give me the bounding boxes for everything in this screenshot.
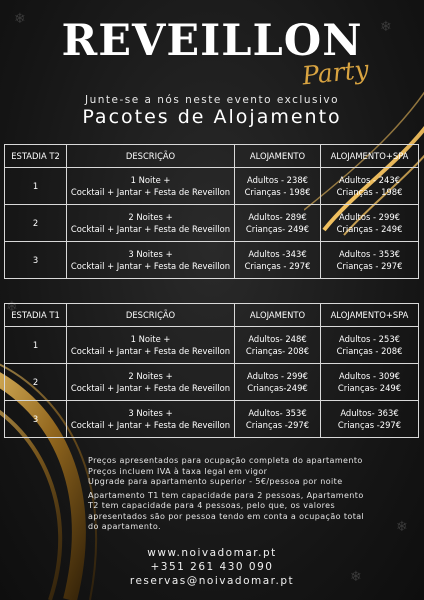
website-link[interactable]: www.noivadomar.pt xyxy=(147,547,277,559)
accommodation-price xyxy=(235,205,321,242)
spa-price xyxy=(321,242,419,279)
child-price: Crianças - 208€ xyxy=(336,346,403,356)
accommodation-price xyxy=(235,401,321,438)
child-price: Crianças- 249€ xyxy=(337,383,402,393)
snowflake-icon: ❄ xyxy=(396,519,408,535)
table-row xyxy=(5,205,419,242)
child-price: Crianças - 249€ xyxy=(336,224,403,234)
note-line: Preços apresentados para ocupação completa do apartamento xyxy=(88,456,363,465)
spa-price xyxy=(321,205,419,242)
description xyxy=(67,327,235,364)
description-line: Cocktail + Jantar + Festa de Reveillon xyxy=(70,261,231,271)
note-line: Preços incluem IVA à taxa legal em vigor xyxy=(88,466,268,476)
child-price: Crianças - 297€ xyxy=(244,261,311,271)
description-line: 3 Noites + xyxy=(128,408,173,418)
adult-price: Adultos - 299€ xyxy=(339,212,400,222)
adult-price: Adultos - 353€ xyxy=(339,249,400,259)
snowflake-icon: ❄ xyxy=(380,19,392,35)
note-line: Upgrade para apartamento superior - 5€/pessoa por noite xyxy=(88,477,343,486)
column-header: ALOJAMENTO xyxy=(235,145,321,168)
adult-price: Adultos -343€ xyxy=(248,249,307,259)
description xyxy=(67,364,235,401)
description-line: Cocktail + Jantar + Festa de Reveillon xyxy=(70,187,231,197)
accommodation-price xyxy=(235,168,321,205)
description-line: 3 Noites + xyxy=(128,249,173,259)
snowflake-icon: ❄ xyxy=(6,299,18,315)
column-header: ESTADIA T2 xyxy=(5,145,67,168)
child-price: Crianças- 208€ xyxy=(245,346,310,356)
spa-price xyxy=(321,364,419,401)
table-row xyxy=(5,364,419,401)
t1-packages-table xyxy=(4,303,419,438)
note-line: do apartamento. xyxy=(88,522,161,531)
column-header: ALOJAMENTO+SPA xyxy=(321,304,419,327)
child-price: Crianças -297€ xyxy=(245,420,310,430)
party-script: Party xyxy=(300,54,371,91)
pricing-notes xyxy=(88,456,388,533)
adult-price: Adultos - 243€ xyxy=(339,175,400,185)
child-price: Crianças - 297€ xyxy=(336,261,403,271)
stay-nights: 2 xyxy=(5,364,67,401)
stay-nights: 1 xyxy=(5,168,67,205)
spa-price xyxy=(321,168,419,205)
note-line: Apartamento T1 tem capacidade para 2 pessoas, Apartamento xyxy=(88,490,364,500)
stay-nights: 3 xyxy=(5,401,67,438)
table-header-row xyxy=(5,145,419,168)
t2-packages-table xyxy=(4,144,419,279)
accommodation-price xyxy=(235,327,321,364)
stay-nights: 3 xyxy=(5,242,67,279)
column-header: DESCRIÇÃO xyxy=(67,145,235,168)
child-price: Crianças - 198€ xyxy=(244,187,311,197)
stay-nights: 2 xyxy=(5,205,67,242)
adult-price: Adultos- 248€ xyxy=(248,334,307,344)
column-header: ESTADIA T1 xyxy=(5,304,67,327)
table-header-row xyxy=(5,304,419,327)
description xyxy=(67,168,235,205)
description-line: 1 Noite + xyxy=(130,334,171,344)
description-line: Cocktail + Jantar + Festa de Reveillon xyxy=(70,224,231,234)
column-header: ALOJAMENTO+SPA xyxy=(321,145,419,168)
description-line: Cocktail + Jantar + Festa de Reveillon xyxy=(70,346,231,356)
adult-price: Adultos - 299€ xyxy=(247,371,308,381)
description xyxy=(67,205,235,242)
stay-nights: 1 xyxy=(5,327,67,364)
description-line: 2 Noites + xyxy=(128,212,173,222)
event-title: REVEILLON xyxy=(61,16,363,66)
note-line: T2 tem capacidade para 4 pessoas, pelo que, os valores xyxy=(88,501,336,510)
adult-price: Adultos - 309€ xyxy=(339,371,400,381)
description-line: 2 Noites + xyxy=(128,371,173,381)
table-row xyxy=(5,327,419,364)
table-row xyxy=(5,168,419,205)
subtitle: Junte-se a nós neste evento exclusivo xyxy=(84,94,340,106)
accommodation-price xyxy=(235,242,321,279)
column-header: ALOJAMENTO xyxy=(235,304,321,327)
adult-price: Adultos - 238€ xyxy=(247,175,308,185)
adult-price: Adultos- 363€ xyxy=(340,408,399,418)
packages-heading: Pacotes de Alojamento xyxy=(82,106,342,128)
child-price: Crianças-249€ xyxy=(247,383,308,393)
spa-price xyxy=(321,401,419,438)
snowflake-icon: ❄ xyxy=(14,11,26,27)
table-row xyxy=(5,401,419,438)
phone-number[interactable]: +351 261 430 090 xyxy=(150,561,274,573)
note-line: apresentados são por pessoa tendo em conta a ocupação total xyxy=(88,511,365,521)
description-line: Cocktail + Jantar + Festa de Reveillon xyxy=(70,383,231,393)
adult-price: Adultos- 353€ xyxy=(248,408,307,418)
description-line: 1 Noite + xyxy=(130,175,171,185)
contact-info xyxy=(0,546,424,588)
snowflake-icon: ❄ xyxy=(350,569,362,585)
table-row xyxy=(5,242,419,279)
description xyxy=(67,242,235,279)
email-link[interactable]: reservas@noivadomar.pt xyxy=(129,575,295,587)
child-price: Crianças -297€ xyxy=(337,420,402,430)
child-price: Crianças - 198€ xyxy=(336,187,403,197)
adult-price: Adultos - 253€ xyxy=(339,334,400,344)
accommodation-price xyxy=(235,364,321,401)
description-line: Cocktail + Jantar + Festa de Reveillon xyxy=(70,420,231,430)
child-price: Crianças- 249€ xyxy=(245,224,310,234)
adult-price: Adultos- 289€ xyxy=(248,212,307,222)
description xyxy=(67,401,235,438)
spa-price xyxy=(321,327,419,364)
column-header: DESCRIÇÃO xyxy=(67,304,235,327)
